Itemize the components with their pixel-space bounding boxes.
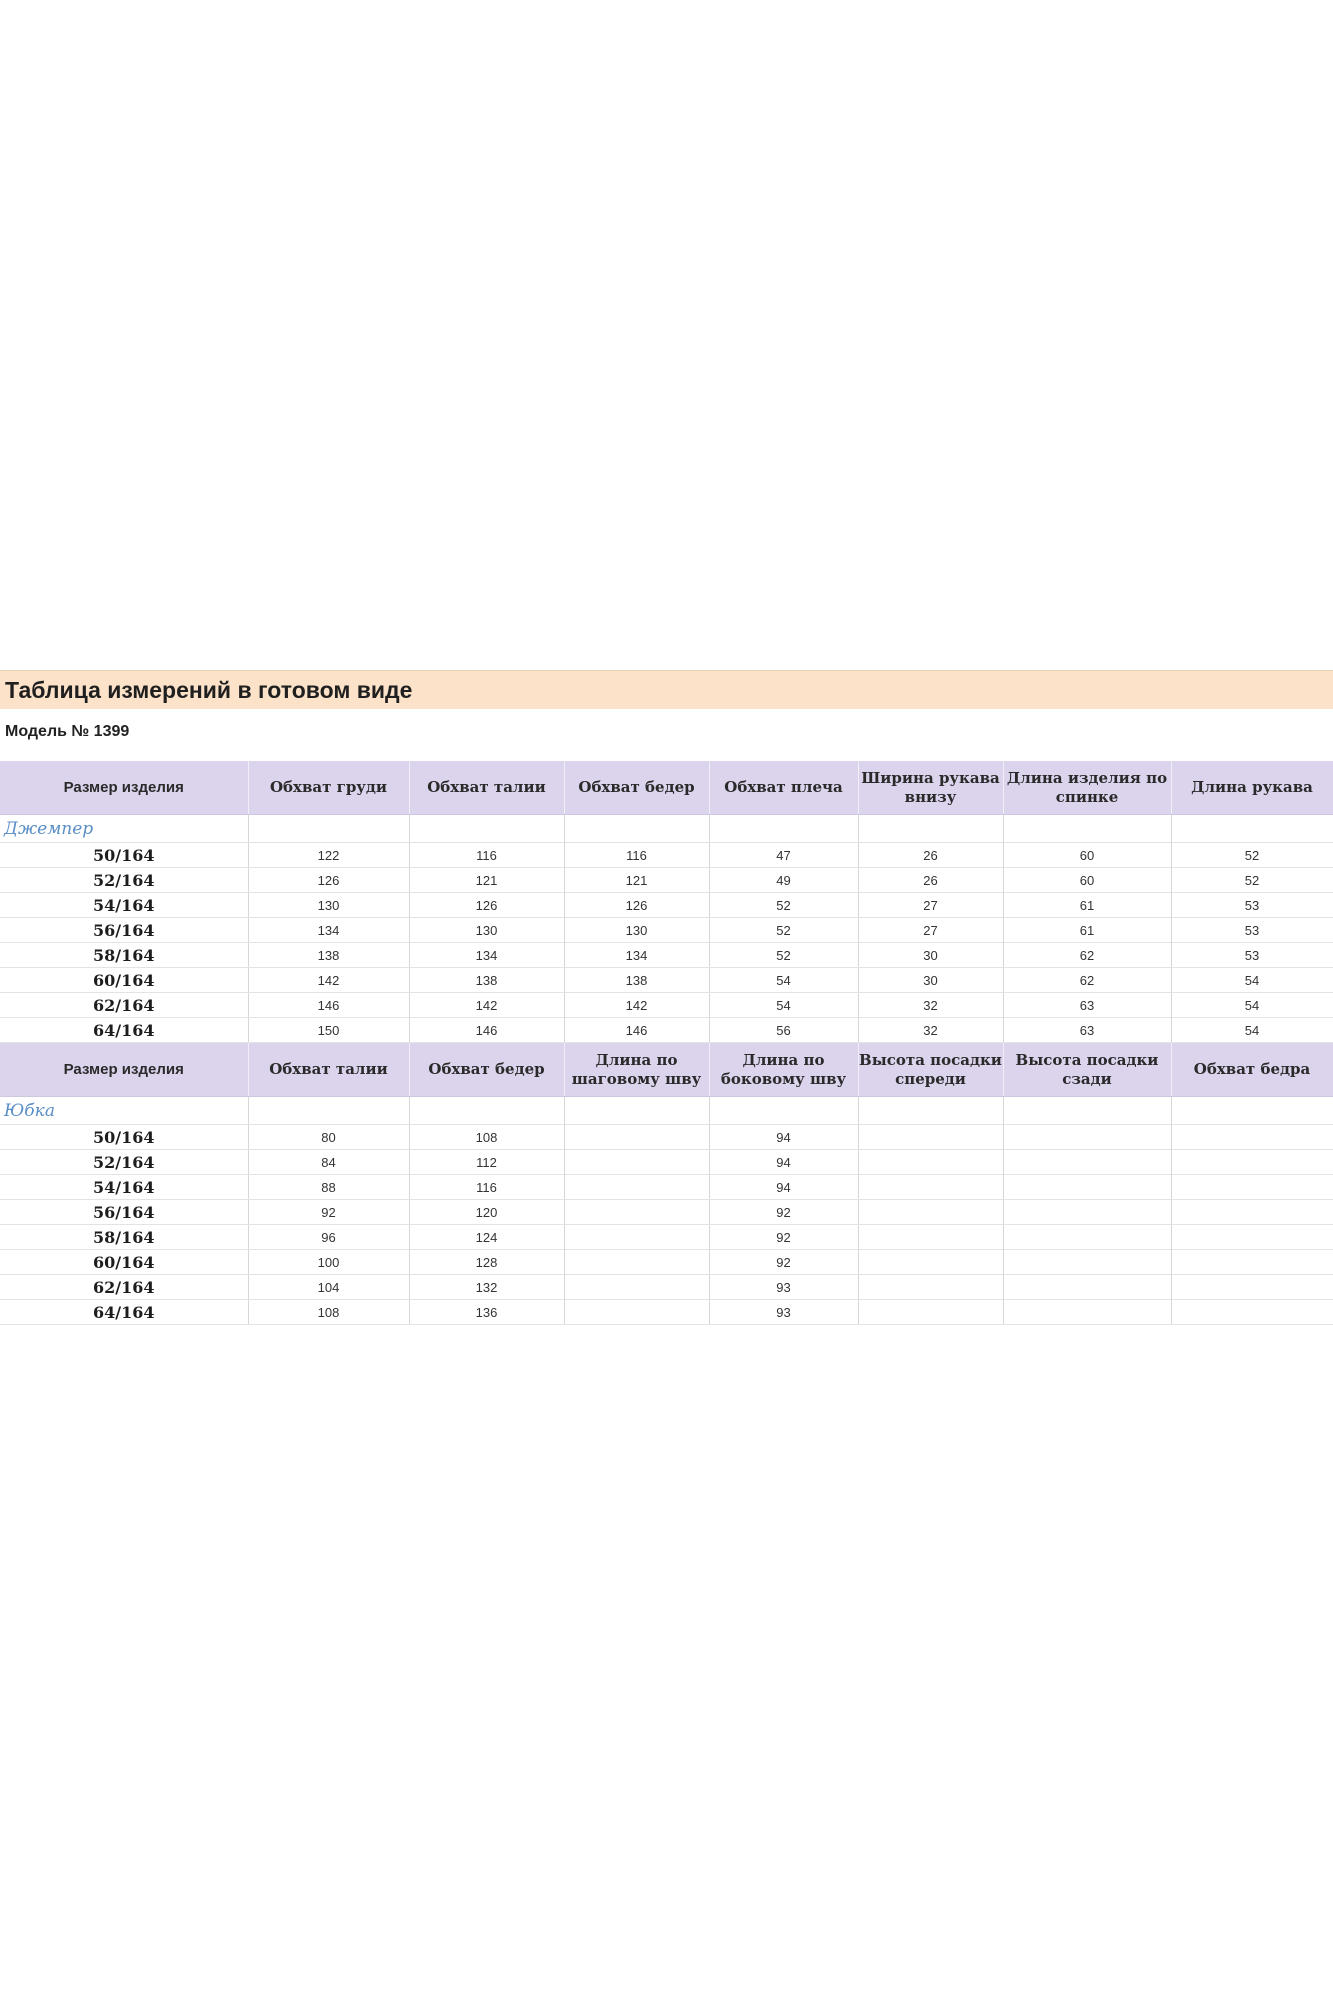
jumper-header-cell: Размер изделия — [0, 761, 248, 815]
value-cell — [1003, 1200, 1171, 1225]
size-cell: 58/164 — [0, 1225, 248, 1250]
value-cell: 138 — [248, 943, 409, 968]
value-cell: 30 — [858, 968, 1003, 993]
value-cell: 94 — [709, 1175, 858, 1200]
table-row — [0, 993, 1333, 1018]
empty-cell — [248, 1097, 409, 1125]
table-row — [0, 868, 1333, 893]
value-cell — [1003, 1150, 1171, 1175]
value-cell: 93 — [709, 1300, 858, 1325]
value-cell — [1171, 1150, 1333, 1175]
value-cell: 92 — [709, 1250, 858, 1275]
value-cell: 61 — [1003, 893, 1171, 918]
value-cell: 52 — [1171, 843, 1333, 868]
size-cell: 60/164 — [0, 1250, 248, 1275]
value-cell: 60 — [1003, 868, 1171, 893]
jumper-section-label: Джемпер — [0, 815, 248, 843]
value-cell: 94 — [709, 1125, 858, 1150]
size-cell: 50/164 — [0, 843, 248, 868]
value-cell — [564, 1250, 709, 1275]
empty-cell — [409, 815, 564, 843]
value-cell: 52 — [709, 943, 858, 968]
table-row — [0, 1125, 1333, 1150]
value-cell — [1171, 1300, 1333, 1325]
value-cell — [858, 1200, 1003, 1225]
value-cell: 54 — [709, 968, 858, 993]
skirt-header-cell: Обхват бедер — [409, 1043, 564, 1097]
value-cell: 134 — [564, 943, 709, 968]
size-table — [0, 761, 1333, 1325]
value-cell: 146 — [409, 1018, 564, 1043]
value-cell: 130 — [248, 893, 409, 918]
skirt-header-cell: Длина по шаговому шву — [564, 1043, 709, 1097]
value-cell — [1003, 1125, 1171, 1150]
value-cell — [858, 1225, 1003, 1250]
size-cell: 64/164 — [0, 1300, 248, 1325]
table-row — [0, 918, 1333, 943]
value-cell — [1003, 1250, 1171, 1275]
value-cell: 126 — [564, 893, 709, 918]
value-cell: 104 — [248, 1275, 409, 1300]
title-bar — [0, 670, 1333, 709]
size-cell: 50/164 — [0, 1125, 248, 1150]
value-cell — [858, 1175, 1003, 1200]
value-cell — [564, 1150, 709, 1175]
table-row — [0, 1175, 1333, 1200]
value-cell — [564, 1125, 709, 1150]
empty-cell — [1003, 1097, 1171, 1125]
value-cell: 146 — [248, 993, 409, 1018]
value-cell: 54 — [1171, 968, 1333, 993]
sheet-title: Таблица измерений в готовом виде — [5, 677, 413, 703]
value-cell: 132 — [409, 1275, 564, 1300]
value-cell: 26 — [858, 843, 1003, 868]
value-cell — [564, 1275, 709, 1300]
value-cell — [858, 1250, 1003, 1275]
skirt-header-cell: Длина по боковому шву — [709, 1043, 858, 1097]
skirt-header-cell: Высота посадки спереди — [858, 1043, 1003, 1097]
skirt-header-cell: Обхват бедра — [1171, 1043, 1333, 1097]
size-cell: 58/164 — [0, 943, 248, 968]
table-row — [0, 1200, 1333, 1225]
value-cell — [1171, 1275, 1333, 1300]
value-cell: 134 — [409, 943, 564, 968]
table-row — [0, 1150, 1333, 1175]
skirt-section-row — [0, 1097, 1333, 1125]
value-cell: 142 — [248, 968, 409, 993]
jumper-header-cell: Длина изделия по спинке — [1003, 761, 1171, 815]
empty-cell — [858, 1097, 1003, 1125]
value-cell: 94 — [709, 1150, 858, 1175]
value-cell: 126 — [248, 868, 409, 893]
value-cell: 54 — [709, 993, 858, 1018]
value-cell: 112 — [409, 1150, 564, 1175]
value-cell: 52 — [1171, 868, 1333, 893]
value-cell — [1171, 1175, 1333, 1200]
value-cell: 27 — [858, 918, 1003, 943]
value-cell — [858, 1275, 1003, 1300]
value-cell — [564, 1175, 709, 1200]
value-cell: 92 — [248, 1200, 409, 1225]
size-cell: 62/164 — [0, 1275, 248, 1300]
size-cell: 60/164 — [0, 968, 248, 993]
value-cell: 63 — [1003, 993, 1171, 1018]
skirt-header-row — [0, 1043, 1333, 1097]
value-cell — [1003, 1175, 1171, 1200]
size-cell: 52/164 — [0, 1150, 248, 1175]
table-row — [0, 1250, 1333, 1275]
value-cell: 47 — [709, 843, 858, 868]
empty-cell — [858, 815, 1003, 843]
table-row — [0, 843, 1333, 868]
size-cell: 54/164 — [0, 1175, 248, 1200]
value-cell — [1003, 1275, 1171, 1300]
empty-cell — [1171, 815, 1333, 843]
empty-cell — [564, 815, 709, 843]
value-cell — [1171, 1200, 1333, 1225]
value-cell: 130 — [564, 918, 709, 943]
value-cell: 142 — [409, 993, 564, 1018]
value-cell: 60 — [1003, 843, 1171, 868]
value-cell: 126 — [409, 893, 564, 918]
empty-cell — [248, 815, 409, 843]
value-cell: 100 — [248, 1250, 409, 1275]
model-row — [0, 708, 1333, 756]
table-row — [0, 893, 1333, 918]
jumper-header-cell: Обхват груди — [248, 761, 409, 815]
table-row — [0, 1275, 1333, 1300]
value-cell: 130 — [409, 918, 564, 943]
value-cell — [1171, 1250, 1333, 1275]
value-cell: 150 — [248, 1018, 409, 1043]
value-cell: 32 — [858, 1018, 1003, 1043]
value-cell: 27 — [858, 893, 1003, 918]
value-cell: 84 — [248, 1150, 409, 1175]
value-cell: 54 — [1171, 993, 1333, 1018]
jumper-header-cell: Обхват бедер — [564, 761, 709, 815]
size-cell: 52/164 — [0, 868, 248, 893]
skirt-header-cell: Обхват талии — [248, 1043, 409, 1097]
value-cell: 53 — [1171, 893, 1333, 918]
empty-cell — [409, 1097, 564, 1125]
jumper-header-cell: Обхват плеча — [709, 761, 858, 815]
value-cell: 138 — [409, 968, 564, 993]
empty-cell — [709, 815, 858, 843]
value-cell: 142 — [564, 993, 709, 1018]
value-cell: 146 — [564, 1018, 709, 1043]
value-cell — [1003, 1300, 1171, 1325]
value-cell: 108 — [409, 1125, 564, 1150]
jumper-header-cell: Ширина рукава внизу — [858, 761, 1003, 815]
value-cell: 62 — [1003, 943, 1171, 968]
value-cell: 56 — [709, 1018, 858, 1043]
value-cell: 32 — [858, 993, 1003, 1018]
value-cell: 122 — [248, 843, 409, 868]
value-cell: 52 — [709, 918, 858, 943]
value-cell: 92 — [709, 1200, 858, 1225]
value-cell — [858, 1150, 1003, 1175]
value-cell: 138 — [564, 968, 709, 993]
empty-cell — [564, 1097, 709, 1125]
value-cell — [858, 1125, 1003, 1150]
value-cell: 116 — [564, 843, 709, 868]
value-cell — [1003, 1225, 1171, 1250]
value-cell: 116 — [409, 1175, 564, 1200]
table-row — [0, 1225, 1333, 1250]
jumper-section-row — [0, 815, 1333, 843]
value-cell: 52 — [709, 893, 858, 918]
table-row — [0, 1018, 1333, 1043]
jumper-header-row — [0, 761, 1333, 815]
empty-cell — [709, 1097, 858, 1125]
value-cell: 121 — [409, 868, 564, 893]
value-cell: 62 — [1003, 968, 1171, 993]
value-cell: 80 — [248, 1125, 409, 1150]
value-cell: 92 — [709, 1225, 858, 1250]
jumper-header-cell: Обхват талии — [409, 761, 564, 815]
jumper-header-cell: Длина рукава — [1171, 761, 1333, 815]
value-cell: 63 — [1003, 1018, 1171, 1043]
value-cell: 108 — [248, 1300, 409, 1325]
skirt-header-cell: Высота посадки сзади — [1003, 1043, 1171, 1097]
value-cell: 53 — [1171, 943, 1333, 968]
value-cell — [564, 1200, 709, 1225]
size-cell: 54/164 — [0, 893, 248, 918]
skirt-section-label: Юбка — [0, 1097, 248, 1125]
value-cell: 120 — [409, 1200, 564, 1225]
table-row — [0, 1300, 1333, 1325]
value-cell: 136 — [409, 1300, 564, 1325]
value-cell: 54 — [1171, 1018, 1333, 1043]
value-cell — [1171, 1225, 1333, 1250]
value-cell — [564, 1300, 709, 1325]
empty-cell — [1171, 1097, 1333, 1125]
value-cell: 53 — [1171, 918, 1333, 943]
size-cell: 56/164 — [0, 918, 248, 943]
value-cell: 26 — [858, 868, 1003, 893]
empty-cell — [1003, 815, 1171, 843]
value-cell: 124 — [409, 1225, 564, 1250]
value-cell: 93 — [709, 1275, 858, 1300]
size-cell: 56/164 — [0, 1200, 248, 1225]
model-number: Модель № 1399 — [5, 723, 130, 740]
table-row — [0, 943, 1333, 968]
value-cell: 96 — [248, 1225, 409, 1250]
size-cell: 64/164 — [0, 1018, 248, 1043]
value-cell: 116 — [409, 843, 564, 868]
value-cell: 88 — [248, 1175, 409, 1200]
value-cell — [564, 1225, 709, 1250]
size-cell: 62/164 — [0, 993, 248, 1018]
value-cell: 128 — [409, 1250, 564, 1275]
table-row — [0, 968, 1333, 993]
value-cell: 30 — [858, 943, 1003, 968]
value-cell: 49 — [709, 868, 858, 893]
value-cell: 61 — [1003, 918, 1171, 943]
value-cell — [1171, 1125, 1333, 1150]
value-cell: 134 — [248, 918, 409, 943]
value-cell — [858, 1300, 1003, 1325]
value-cell: 121 — [564, 868, 709, 893]
skirt-header-cell: Размер изделия — [0, 1043, 248, 1097]
